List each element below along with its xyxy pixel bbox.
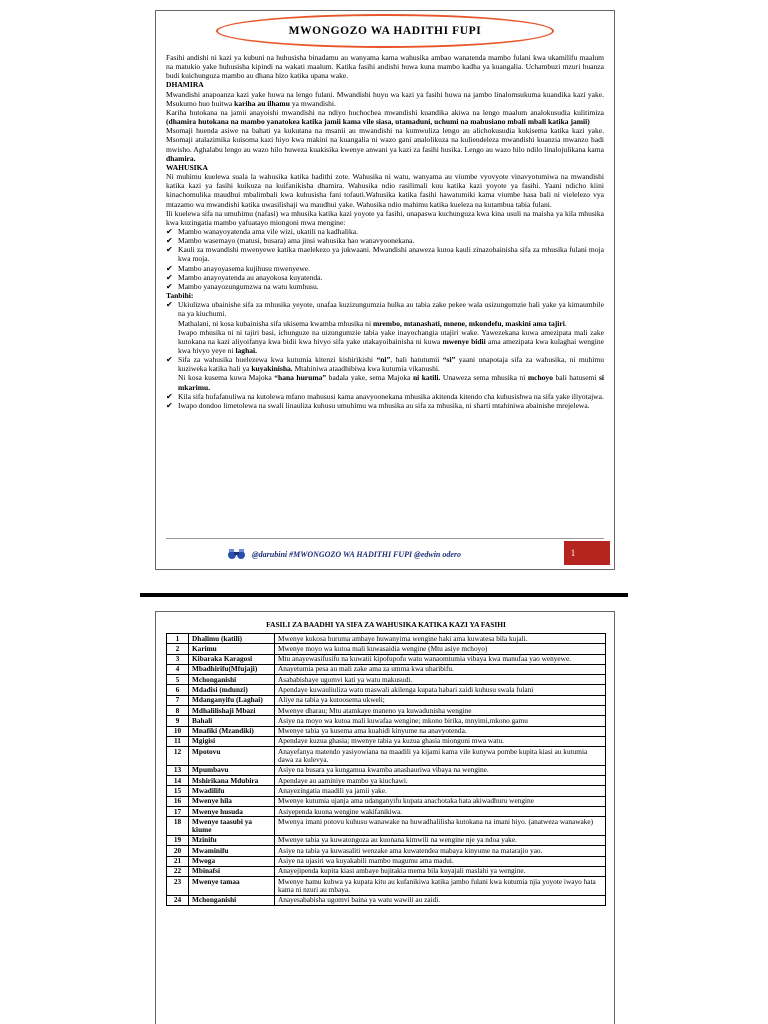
table-row bbox=[167, 796, 606, 806]
trait-definition: Asiye na ujasiri wa kuyakabili mambo magumu ama madui. bbox=[275, 856, 606, 866]
tanbihi-item: ✔ Ukiulizwa ubainishe sifa za mhusika yeyote, unafaa kuzizungumzia hulka au tabia zake pekee wala usizungumzie hali yake ya kimaumbile na ya kiuchumi. Mathalani, ni kosa kubainisha sifa ukisema kwamba mhusika ni mrembo, mtanashati, mnene, mkondefu, maskini ama tajiri. Iwapo mhusika ni ni tajiri basi, ichunguze na uizungumzie tabia yake inayochangia utajiri wake. Yawezekana kuwa amezipata mali zake kutokana na kazi aliyoifanya kwa bidii kwa hivyo sifa yake utakayoibainisha ni kuwa mwenye bidii ama amezipata kwa kulaghai wengine kwa hivyo yeye ni laghai. bbox=[166, 300, 605, 355]
trait-definition: Anayesababisha ugomvi baina ya watu wawili au zaidi. bbox=[275, 895, 606, 905]
page-1-body bbox=[166, 53, 604, 410]
row-number: 21 bbox=[167, 856, 189, 866]
trait-term: Dhalimu (katili) bbox=[189, 634, 275, 644]
row-number: 1 bbox=[167, 634, 189, 644]
table-row bbox=[167, 634, 606, 644]
check-icon: ✔ bbox=[166, 355, 173, 365]
row-number: 5 bbox=[167, 675, 189, 685]
tanbihi-bold-2b: “hana huruma” bbox=[274, 373, 327, 383]
trait-definition: Mtu anayewasifusifu na kuwatii kipofupofu watu wanaomtumia vibaya kwa manufaa yao wenyewe. bbox=[275, 654, 606, 664]
trait-definition: Aliye na tabia ya kutoosema ukweli; bbox=[275, 695, 606, 705]
footer-text: @darubini #MWONGOZO WA HADITHI FUPI @edwin odero bbox=[252, 549, 462, 559]
dhamira-bold-1: kariha au ilhamu bbox=[234, 98, 290, 108]
tanbihi-text-2-tail: Mtahiniwa ataadhibiwa kwa kutumia vikanushi. bbox=[294, 364, 440, 374]
trait-term: Mpotovu bbox=[189, 747, 275, 766]
check-icon: ✔ bbox=[166, 245, 173, 255]
page-footer bbox=[226, 548, 566, 560]
trait-term: Mnafiki (Mzandiki) bbox=[189, 726, 275, 736]
trait-term: Mwadilifu bbox=[189, 786, 275, 796]
tanbihi-text-4: Iwapo dondoo limetolewa na swali linauliza kuhusu umuhimu wa mhusika au sifa za mhusika, ni sharti mtahiniwa abainishe mrejelewa. bbox=[178, 400, 590, 410]
trait-term: Mwenye hila bbox=[189, 796, 275, 806]
trait-term: Mdanganyifu (Laghai) bbox=[189, 695, 275, 705]
table-row bbox=[167, 726, 606, 736]
table-row bbox=[167, 846, 606, 856]
dhamira-bold-2: (dhamira hutokana na mambo yanatokea katika jamii kama vile siasa, utamaduni, uchumi na mahusiano mbali mbali katika jamii) bbox=[166, 117, 590, 127]
table-row bbox=[167, 786, 606, 796]
tanbihi-heading: Tanbihi: bbox=[166, 291, 194, 301]
character-traits-table bbox=[166, 633, 606, 906]
trait-definition: Asiyependa kuona wengine wakifanikiwa. bbox=[275, 807, 606, 817]
table-row bbox=[167, 654, 606, 664]
table-row bbox=[167, 877, 606, 896]
checklist-item: ✔ Mambo wanayoyatenda ama vile wizi, ukatili na kadhalika. bbox=[166, 226, 359, 236]
tanbihi-bold-2b-3: mchoyo bbox=[527, 373, 553, 383]
row-number: 7 bbox=[167, 695, 189, 705]
table-row bbox=[167, 765, 606, 775]
trait-term: Kibaraka Karagosi bbox=[189, 654, 275, 664]
page-separator bbox=[140, 593, 628, 597]
check-icon: ✔ bbox=[166, 236, 173, 246]
trait-term: Mdadisi (mdunzi) bbox=[189, 685, 275, 695]
tanbihi-text-2b-mid: badala yake, sema Majoka bbox=[328, 373, 411, 383]
table-title: FASILI ZA BAADHI YA SIFA ZA WAHUSIKA KATIKA KAZI YA FASIHI bbox=[266, 620, 506, 629]
row-number: 18 bbox=[167, 817, 189, 836]
check-icon: ✔ bbox=[166, 281, 173, 291]
dhamira-paragraph-2 bbox=[166, 108, 604, 126]
dhamira-text-3: Msomaji huenda asiwe na bahati ya kukutana na msanii au mwandishi na kumwuliza lengo au alichokusudia kukisema katika kazi yake. Msomaji atalazimika kuisoma kazi hiyo kwa makini na kuangalia ni wazo gani analolikuza na kuliendeleza mwandishi kuanzia mwanzo hadi mwisho. Aghalabu lengo au wazo hilo huweza kuakisika kwenye anwani ya kazi za fasihi husika. Lengo au wazo hilo ndilo linalojulikana kama bbox=[166, 126, 604, 154]
tanbihi-text-2: Sifa za wahusika huelezewa kwa kutumia kitenzi kishirikishi bbox=[178, 355, 374, 365]
tanbihi-bold-2b-2: ni katili. bbox=[412, 373, 441, 383]
trait-term: Mwenye taasubi ya kiume bbox=[189, 817, 275, 836]
trait-definition: Anayetumia pesa au mali zake ama za umma kwa uharibifu. bbox=[275, 664, 606, 674]
trait-definition: Mwenye tabia ya kusema ama kuahidi kinyume na anavyotenda. bbox=[275, 726, 606, 736]
tanbihi-item bbox=[166, 401, 604, 410]
footer-divider bbox=[166, 538, 604, 539]
trait-term: Mchonganishi bbox=[189, 895, 275, 905]
check-icon: ✔ bbox=[166, 400, 173, 410]
dhamira-text-1-end: ya mwandishi. bbox=[291, 98, 336, 108]
tanbihi-quote-ni: “ni” bbox=[376, 355, 391, 365]
intro-paragraph: Fasihi andishi ni kazi ya kubuni na huhusisha binadamu au wanyama kama wahusika ambao wanatenda mambo fulani kwa ukamilifu maalum na matukio yake huhusisha kipindi na wakati maalum. Katika fasihi andishi huwa kuna mambo kadha ya kuangalia. Uchambuzi mzuri huanza budi kuichunguza mambo au dhana hizo katika upana wake. bbox=[166, 53, 604, 81]
trait-definition: Anayezingatia maadili ya jamii yake. bbox=[275, 786, 606, 796]
tanbihi-text-1c-mid: ama amezipata kwa kulaghai wengine kwa hivyo yeye ni bbox=[178, 336, 605, 355]
tanbihi-text-1c: Iwapo mhusika ni ni tajiri basi, ichunguze na uizungumzie tabia yake inayochangia utajiri wake. Yawezekana kuwa amezipata mali zake kutokana na kazi aliyoifanya kwa bidii kwa hivyo sifa yake utakayoibainisha ni kuwa bbox=[178, 327, 604, 346]
trait-term: Mwenye husuda bbox=[189, 807, 275, 817]
trait-definition: Mwenye hamu kubwa ya kupata kitu au kufanikiwa katika jambo fulani kwa kutumia njia yoyote iwayo hata kama ni nzuri au mbaya. bbox=[275, 877, 606, 896]
table-row bbox=[167, 866, 606, 876]
tanbihi-text-2-mid: , bali hatutumii bbox=[390, 355, 440, 365]
wahusika-paragraph-2: Ili kuelewa sifa na umuhimu (nafasi) wa mhusika katika kazi yoyote ya fasihi, unapaswa kuchunguza kwa kina usuli na maisha ya kila mhusika kwa kuzingatia mambo yafuatayo miongoni mwa mengine: bbox=[166, 208, 604, 227]
row-number: 23 bbox=[167, 877, 189, 896]
trait-definition: Asiye na tabia ya kuwasaliti wenzake ama kuwatendea mabaya kinyume na matarajio yao. bbox=[275, 846, 606, 856]
trait-definition: Asababishaye ugomvi kati ya watu makusudi. bbox=[275, 675, 606, 685]
page-1 bbox=[155, 10, 615, 570]
page-number-badge bbox=[564, 541, 610, 565]
row-number: 22 bbox=[167, 866, 189, 876]
row-number: 19 bbox=[167, 835, 189, 845]
trait-term: Mwaminifu bbox=[189, 846, 275, 856]
row-number: 15 bbox=[167, 786, 189, 796]
checklist-item: ✔ Mambo yanayozungumzwa na watu kumhusu. bbox=[166, 281, 319, 291]
checklist-item: ✔ Mambo wasemayo (matusi, busara) ama jinsi wahusika hao wanavyoonekana. bbox=[166, 236, 415, 246]
row-number: 4 bbox=[167, 664, 189, 674]
trait-term: Bahali bbox=[189, 716, 275, 726]
row-number: 17 bbox=[167, 807, 189, 817]
trait-definition: Mwenya imani potovu kuhusu wanawake na huwadhalilisha kutokana na imani hiyo. (anatweza wanawake) bbox=[275, 817, 606, 836]
checklist-item: ✔ Mambo anayoyatenda au anayokosa kuyatenda. bbox=[166, 272, 323, 282]
table-row bbox=[167, 747, 606, 766]
checklist-item: ✔ Mambo anayoyasema kujihusu mwenyewe. bbox=[166, 263, 311, 273]
trait-definition: Mwenye tabia ya kuwatongoza au kuonana kimwili na wengine nje ya ndoa yake. bbox=[275, 835, 606, 845]
row-number: 2 bbox=[167, 644, 189, 654]
check-icon: ✔ bbox=[166, 226, 173, 236]
dhamira-text-2: Kariha hutokana na jamii anayoishi mwandishi na ndiyo huchochea mwandishi kuandika akiwa na lengo maalum analokusudia kulitimiza bbox=[166, 107, 604, 117]
trait-definition: Anayefanya matendo yasiyowiana na maadili ya kijami kama vile kunywa pombe kupita kiasi au kutumia dawa za kulevya. bbox=[275, 747, 606, 766]
tanbihi-bold-1b: mrembo, mtanashati, mnene, mkondefu, maskini ama tajiri bbox=[372, 318, 565, 328]
table-row bbox=[167, 807, 606, 817]
tanbihi-bold-1c: mwenye bidii bbox=[442, 336, 486, 346]
trait-definition: Apendaye kuzua ghasia; mwenye tabia ya kuzua ghasia miongoni mwa watu. bbox=[275, 736, 606, 746]
trait-definition: Anayejipenda kupita kiasi ambaye hujitakia mema bila kuyajali maslahi ya wengine. bbox=[275, 866, 606, 876]
row-number: 11 bbox=[167, 736, 189, 746]
tanbihi-bold-1c-2: laghai. bbox=[235, 346, 258, 355]
row-number: 8 bbox=[167, 706, 189, 716]
trait-definition: Apendaye au aaminiye mambo ya kiuchawi. bbox=[275, 776, 606, 786]
checklist-item: ✔ Kauli za mwandishi mwenyewe katika maelekezo ya jukwaani. Mwandishi anaweza kutoa kauli zinazobainisha sifa za mhusika fulani moja kwa moja. bbox=[166, 245, 604, 264]
table-row bbox=[167, 776, 606, 786]
trait-term: Mpumbavu bbox=[189, 765, 275, 775]
table-row bbox=[167, 895, 606, 905]
tanbihi-quote-si: “si” bbox=[442, 355, 456, 365]
check-icon: ✔ bbox=[166, 263, 173, 273]
trait-definition: Mwenye dharau; Mtu atamkaye maneno ya kuwadunisha wengine bbox=[275, 706, 606, 716]
row-number: 20 bbox=[167, 846, 189, 856]
binoculars-icon bbox=[226, 548, 248, 560]
check-icon: ✔ bbox=[166, 272, 173, 282]
wahusika-paragraph-1: Ni muhimu kuelewa suala la wahusika katika hadithi zote. Wahusika ni watu, wanyama au viumbe vyovyote vinavyotumiwa na mwandishi katika kazi ya fasihi kuikuza na kuifanikisha dhamira. Wahusika ndio rasilimali kuu katika kazi yoyote ya fasihi. Yaani ndicho kiini kinachomulika maudhui mbalimbali kwa kuhusisha fani tofauti.Wahusika katika fasihi hawatumiki kama viumbe hasa bali ni vielelezo vya mtazamo wa mwandishi katika uwasilishaji wa maudhui yake. Wahusika ndio mahimu katika kueleza na kutambua tabia fulani. bbox=[166, 172, 604, 209]
row-number: 3 bbox=[167, 654, 189, 664]
tanbihi-text-1: Ukiulizwa ubainishe sifa za mhusika yeyote, unafaa kuzizungumzia hulka au tabia zake pekee wala usizungumzie hali yake ya kimaumbile na ya kiuchumi. bbox=[178, 300, 604, 319]
trait-definition: Asiye na moyo wa kutoa mali kuwafaa wengine; mkono birika, mnyimi,mkono gamu bbox=[275, 716, 606, 726]
trait-definition: Mwenye moyo wa kutoa mali kuwasaidia wengine (Mtu asiye mchoyo) bbox=[275, 644, 606, 654]
page-number: 1 bbox=[570, 548, 576, 558]
trait-term: Karimu bbox=[189, 644, 275, 654]
table-body bbox=[167, 634, 606, 906]
tanbihi-item bbox=[166, 355, 604, 392]
dhamira-heading: DHAMIRA bbox=[166, 80, 204, 90]
table-row bbox=[167, 706, 606, 716]
row-number: 16 bbox=[167, 796, 189, 806]
tanbihi-text-2b-mid2: Unaweza sema mhusika ni bbox=[442, 373, 526, 383]
dhamira-bold-3: dhamira. bbox=[166, 153, 196, 163]
check-icon: ✔ bbox=[166, 300, 173, 310]
trait-term: Mbadhirifu(Mfujaji) bbox=[189, 664, 275, 674]
trait-definition: Mwenye kukosa huruma ambaye huwanyima wengine haki ama kuwatesa bila kujali. bbox=[275, 634, 606, 644]
table-row bbox=[167, 856, 606, 866]
table-row bbox=[167, 644, 606, 654]
trait-term: Mchonganishi bbox=[189, 675, 275, 685]
row-number: 13 bbox=[167, 765, 189, 775]
check-icon: ✔ bbox=[166, 391, 173, 401]
row-number: 12 bbox=[167, 747, 189, 766]
page-title: MWONGOZO WA HADITHI FUPI bbox=[288, 25, 482, 37]
tanbihi-bold-2: kuyakinisha. bbox=[251, 364, 293, 374]
trait-term: Mwoga bbox=[189, 856, 275, 866]
table-row bbox=[167, 817, 606, 836]
trait-term: Mwenye tamaa bbox=[189, 877, 275, 896]
trait-term: Mbinafsi bbox=[189, 866, 275, 876]
table-row bbox=[167, 716, 606, 726]
page-2 bbox=[155, 611, 615, 1024]
trait-term: Mdhalilishaji Mbazi bbox=[189, 706, 275, 716]
wahusika-heading: WAHUSIKA bbox=[166, 162, 208, 172]
dhamira-paragraph-1 bbox=[166, 90, 604, 108]
row-number: 9 bbox=[167, 716, 189, 726]
trait-definition: Mwenye kutumia ujanja ama udanganyifu kupata anachotaka hata akiwadhuru wengine bbox=[275, 796, 606, 806]
dhamira-text-1: Mwandishi anapoanza kazi yake huwa na lengo fulani. Mwandishi huyu wa kazi ya fasihi huwa na jambo linalomsukuma kuandika kazi yake. Msukumo huo huitwa bbox=[166, 89, 604, 108]
tanbihi-bold-2b-4: si mkarimu. bbox=[178, 373, 605, 392]
table-row bbox=[167, 736, 606, 746]
trait-term: Mshirikana Mdubira bbox=[189, 776, 275, 786]
table-row bbox=[167, 685, 606, 695]
table-row bbox=[167, 695, 606, 705]
row-number: 10 bbox=[167, 726, 189, 736]
dhamira-paragraph-3 bbox=[166, 126, 604, 163]
tanbihi-item bbox=[166, 392, 604, 401]
table-row bbox=[167, 675, 606, 685]
row-number: 24 bbox=[167, 895, 189, 905]
row-number: 6 bbox=[167, 685, 189, 695]
tanbihi-text-2-end: yaani unapotaja sifa za wahusika, ni muhimu kuziweka katika hali ya bbox=[178, 355, 605, 374]
table-row bbox=[167, 835, 606, 845]
table-row bbox=[167, 664, 606, 674]
tanbihi-text-2b: Ni kosa kusema kuwa Majoka bbox=[178, 373, 272, 383]
row-number: 14 bbox=[167, 776, 189, 786]
trait-definition: Asiye na busara ya kungamua kwamba anashauriwa vibaya na wengine. bbox=[275, 765, 606, 775]
tanbihi-text-2b-mid3: bali hatusemi bbox=[555, 373, 597, 383]
tanbihi-text-3: Kila sifa hufafanuliwa na kutolewa mfano mahususi kama anavyoonekana mhusika akitenda kitendo cha kuhusishwa na sifa yake iliyotajwa. bbox=[178, 391, 604, 401]
trait-term: Mgigisi bbox=[189, 736, 275, 746]
trait-term: Mzinifu bbox=[189, 835, 275, 845]
checklist bbox=[166, 227, 604, 291]
tanbihi-text-1b: Mathalani, ni kosa kubainisha sifa ukisema kwamba mhusika ni bbox=[178, 318, 372, 328]
trait-definition: Apendaye kuwauliuliza watu maswali akilenga kupata habari zaidi kuhusu swala fulani bbox=[275, 685, 606, 695]
